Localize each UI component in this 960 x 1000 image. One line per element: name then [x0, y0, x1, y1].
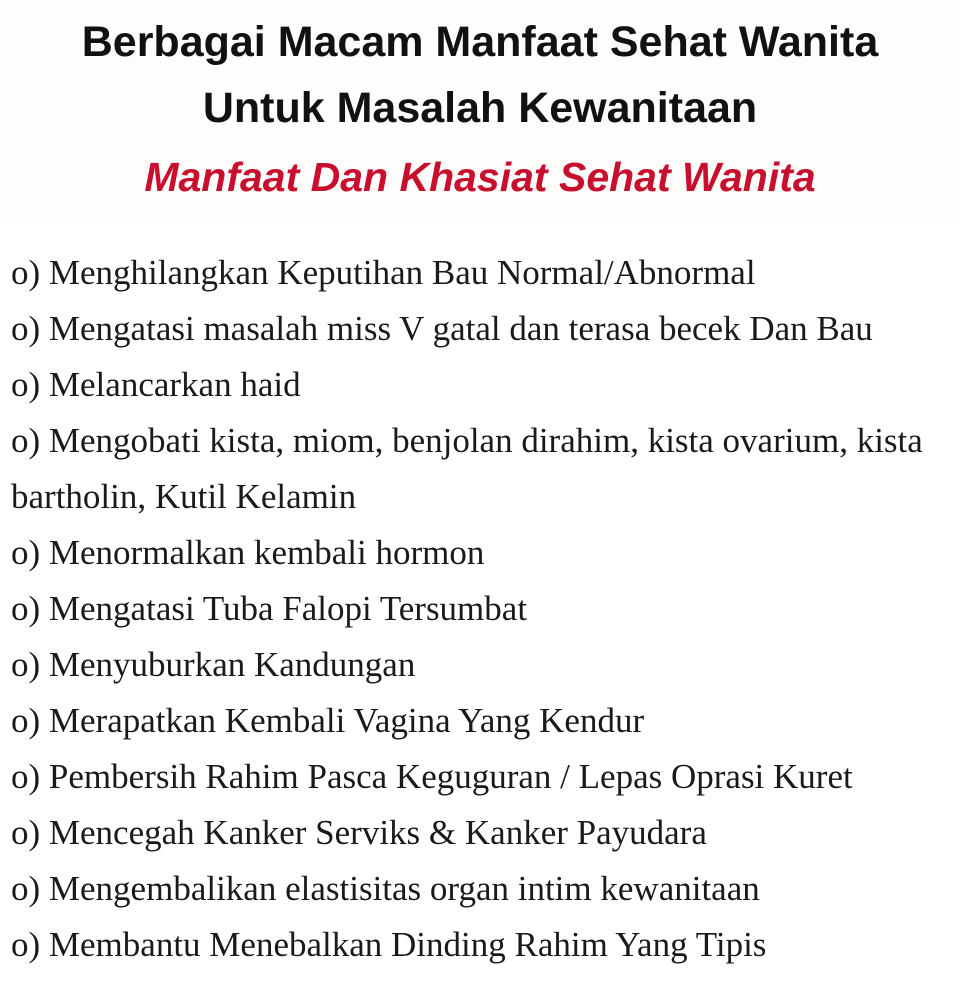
page-title-line-2: Untuk Masalah Kewanitaan: [202, 84, 758, 132]
page-title-line-1: Berbagai Macam Manfaat Sehat Wanita: [81, 18, 879, 66]
benefit-item: o) Merapatkan Kembali Vagina Yang Kendur: [11, 701, 645, 740]
page-title: [0, 0, 960, 141]
benefit-item: o) Menyuburkan Kandungan: [11, 645, 416, 684]
benefit-item: o) Pembersih Rahim Pasca Keguguran / Lepas Oprasi Kuret: [11, 757, 853, 796]
benefit-item: o) Menormalkan kembali hormon: [11, 533, 485, 572]
benefits-list: [0, 218, 946, 973]
benefit-item: o) Menghilangkan Keputihan Bau Normal/Abnormal: [11, 253, 756, 292]
section-subtitle: Manfaat Dan Khasiat Sehat Wanita: [144, 154, 816, 200]
benefit-item: o) Mengatasi Tuba Falopi Tersumbat: [11, 589, 528, 628]
benefit-item: o) Mengatasi masalah miss V gatal dan terasa becek Dan Bau: [11, 309, 873, 348]
benefit-item: o) Mencegah Kanker Serviks & Kanker Payudara: [11, 813, 707, 852]
benefit-item: o) Membantu Menebalkan Dinding Rahim Yang Tipis: [11, 925, 767, 964]
benefit-item: o) Mengobati kista, miom, benjolan dirahim, kista ovarium, kista bartholin, Kutil Kelamin: [11, 421, 923, 516]
header-section: [0, 0, 960, 218]
benefit-item: o) Melancarkan haid: [11, 365, 301, 404]
benefit-item: o) Mengembalikan elastisitas organ intim kewanitaan: [11, 869, 760, 908]
